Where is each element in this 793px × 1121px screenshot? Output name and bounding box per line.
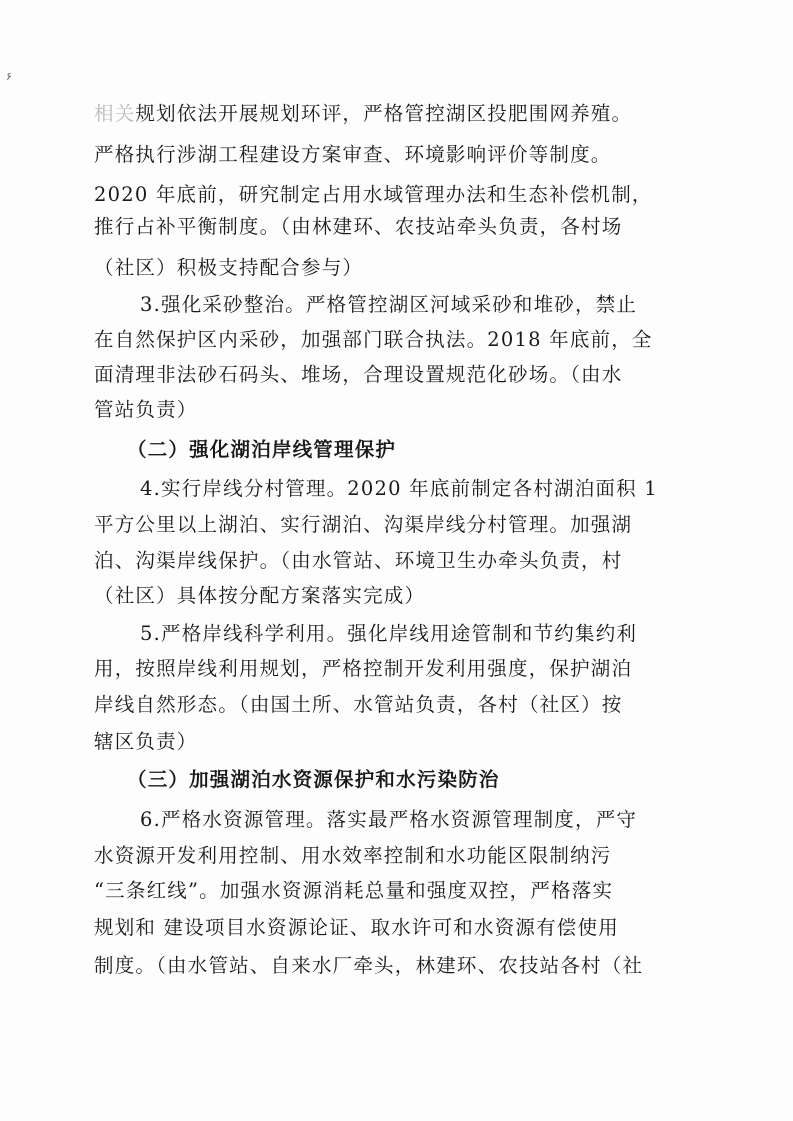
text-line-3: 2020 年底前，研究制定占用水域管理办法和生态补偿机制， <box>94 183 653 206</box>
text-line-14: （社区）具体按分配方案落实完成） <box>94 584 426 607</box>
section-heading-2: （二）强化湖泊岸线管理保护 <box>127 438 397 461</box>
paragraph-5-start: 5.严格岸线科学利用。强化岸线用途管制和节约集约利 <box>140 622 638 645</box>
text-line-1 <box>94 101 704 127</box>
paragraph-6-start: 6.严格水资源管理。落实最严格水资源管理制度，严守 <box>140 808 638 831</box>
text-line-12: 平方公里以上湖泊、实行湖泊、沟渠岸线分村管理。加强湖 <box>94 513 633 536</box>
text-line-8: 面清理非法砂石码头、堆场，合理设置规范化砂场。（由水 <box>94 363 623 386</box>
paragraph-3-start: 3.强化采砂整治。严格管控湖区河域采砂和堆砂，禁止 <box>140 293 638 316</box>
text-line-22: “三条红线”。加强水资源消耗总量和强度双控，严格落实 <box>94 879 614 902</box>
text-line-5: （社区）积极支持配合参与） <box>94 256 364 279</box>
text-line-2: 严格执行涉湖工程建设方案审查、环境影响评价等制度。 <box>94 143 612 166</box>
faded-prefix: 相关 <box>94 102 136 125</box>
text-line-4: 推行占补平衡制度。（由林建环、农技站牵头负责，各村场 <box>94 215 623 238</box>
text-line-21: 水资源开发利用控制、用水效率控制和水功能区限制纳污 <box>94 844 612 867</box>
text-line-23: 规划和 建设项目水资源论证、取水许可和水资源有偿使用 <box>94 916 619 939</box>
text-line-7: 在自然保护区内采砂，加强部门联合执法。2018 年底前，全 <box>94 328 653 351</box>
text-line-16: 用，按照岸线利用规划，严格控制开发利用强度，保护湖泊 <box>94 657 633 680</box>
text-line-18: 辖区负责） <box>94 730 198 753</box>
text-line-24: 制度。（由水管站、自来水厂牵头，林建环、农技站各村（社 <box>94 954 644 977</box>
text-line-13: 泊、沟渠岸线保护。（由水管站、环境卫生办牵头负责，村 <box>94 549 623 572</box>
text-line-17: 岸线自然形态。（由国土所、水管站负责，各村（社区）按 <box>94 693 623 716</box>
scan-mark: ۶ <box>6 70 12 83</box>
line-text: 规划依法开展规划环评，严格管控湖区投肥围网养殖。 <box>135 102 633 125</box>
text-line-9: 管站负责） <box>94 398 198 421</box>
section-heading-3: （三）加强湖泊水资源保护和水污染防治 <box>127 768 500 791</box>
paragraph-4-start: 4.实行岸线分村管理。2020 年底前制定各村湖泊面积 1 <box>140 477 658 500</box>
